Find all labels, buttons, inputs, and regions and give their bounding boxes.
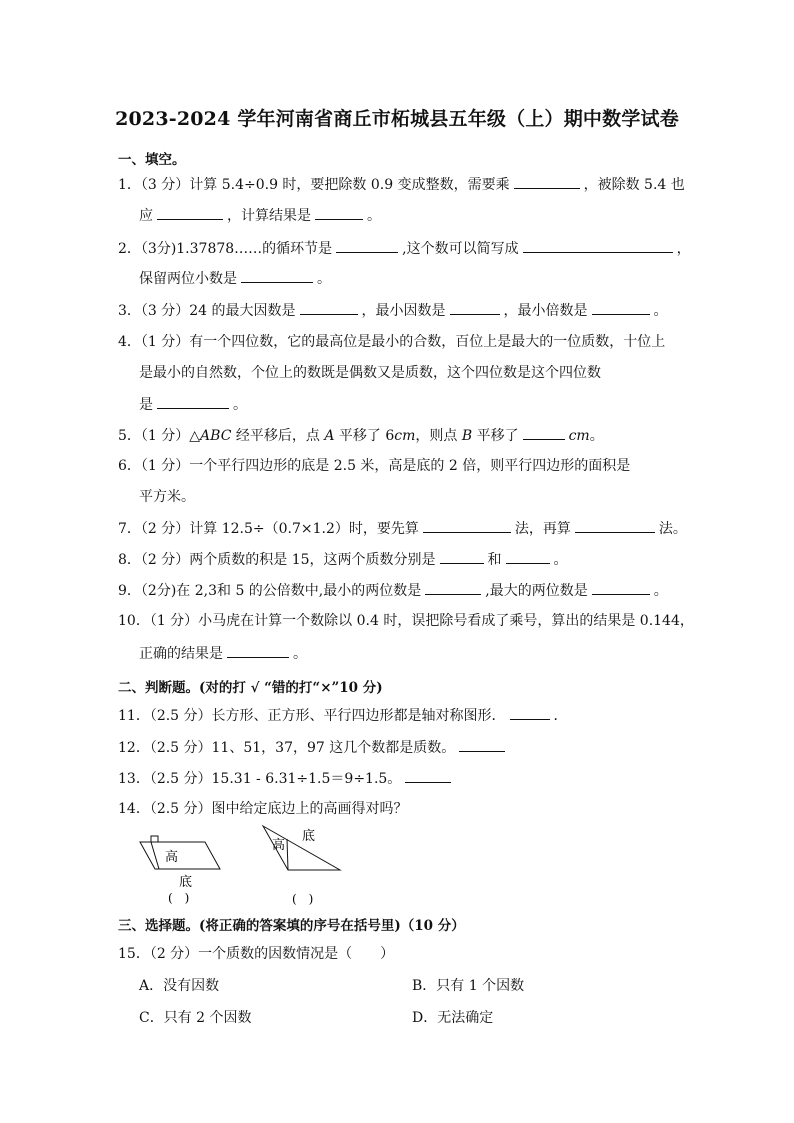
answer-blank[interactable] [592, 300, 650, 315]
answer-blank[interactable] [241, 268, 313, 283]
question-10-line-2: 正确的结果是 。 [139, 643, 307, 664]
question-4-line-2: 是最小的自然数，个位上的数既是偶数又是质数，这个四位数是这个四位数 [139, 365, 601, 381]
question-3: 3．（3 分）24 的最大因数是 ，最小因数是 ，最小倍数是 。 [118, 300, 668, 321]
question-11: 11．（2.5 分）长方形、正方形、平行四边形都是轴对称图形． ． [118, 705, 568, 726]
question-5: 5．（1 分）△ABC 经平移后，点 A 平移了 6cm，则点 B 平移了 cm。 [118, 425, 604, 446]
question-7: 7．（2 分）计算 12.5÷（0.7×1.2）时，要先算 法，再算 法。 [118, 518, 687, 539]
question-1-line-1: 1．（3 分）计算 5.4÷0.9 时，要把除数 0.9 变成整数，需要乘 ，被除数 5.4 也 [118, 174, 685, 195]
answer-blank[interactable] [514, 174, 580, 189]
question-4-line-1: 4．（1 分）有一个四位数，它的最高位是最小的合数，百位上是最大的一位质数，十位上 [118, 334, 666, 350]
question-9: 9．（2分)在 2,3和 5 的公倍数中,最小的两位数是 ,最大的两位数是 。 [118, 580, 668, 601]
option-c[interactable]: C．只有 2 个因数 [139, 1010, 252, 1026]
right-angle-mark [151, 836, 158, 842]
question-6-line-2: 平方米。 [139, 489, 195, 505]
answer-blank[interactable] [510, 705, 550, 720]
answer-blank[interactable] [227, 643, 289, 658]
answer-blank[interactable] [425, 580, 481, 595]
answer-blank[interactable] [592, 580, 650, 595]
question-13: 13．（2.5 分）15.31 - 6.31÷1.5＝9÷1.5。 [118, 768, 455, 789]
answer-blank[interactable] [157, 394, 229, 409]
answer-blank[interactable] [506, 549, 550, 564]
answer-blank[interactable] [523, 425, 565, 440]
option-a[interactable]: A．没有因数 [139, 978, 220, 994]
section-true-false: 二、判断题。(对的打 √ “错的打“×”10 分) [118, 680, 383, 696]
question-12: 12．（2.5 分）11、51，37，97 这几个数都是质数。 [118, 737, 509, 758]
question-15: 15．（2 分）一个质数的因数情况是（ ） [118, 946, 395, 962]
question-8: 8．（2 分）两个质数的积是 15，这两个质数分别是 和 。 [118, 549, 568, 570]
parallelogram-base-label: 底 [179, 875, 193, 890]
question-2-line-2: 保留两位小数是 。 [139, 268, 331, 289]
triangle-height-label: 高 [272, 838, 286, 853]
answer-parentheses-1[interactable]: ( ) [168, 891, 190, 905]
question-4-line-3: 是 。 [139, 394, 247, 415]
triangle-height-line [287, 839, 288, 870]
question-1-line-2: 应 ，计算结果是 。 [139, 205, 381, 226]
answer-blank[interactable] [336, 238, 398, 253]
section-fill-in: 一、填空。 [118, 152, 186, 168]
answer-blank[interactable] [300, 300, 358, 315]
option-d[interactable]: D．无法确定 [412, 1010, 494, 1026]
parallelogram-height-label: 高 [165, 850, 179, 865]
triangle-base-label: 底 [302, 829, 316, 844]
question-14-figures [130, 822, 360, 912]
answer-blank[interactable] [315, 205, 363, 220]
question-2-line-1: 2．（3分)1.37878……的循环节是 ,这个数可以简写成 ， [118, 238, 691, 259]
answer-blank[interactable] [440, 549, 484, 564]
answer-blank[interactable] [405, 768, 451, 783]
question-6-line-1: 6．（1 分）一个平行四边形的底是 2.5 米，高是底的 2 倍，则平行四边形的面积是 [118, 458, 631, 474]
section-multiple-choice: 三、选择题。(将正确的答案填的序号在括号里)（10 分） [118, 918, 465, 934]
answer-blank[interactable] [423, 518, 511, 533]
answer-blank[interactable] [459, 737, 505, 752]
option-b[interactable]: B．只有 1 个因数 [412, 978, 525, 994]
answer-blank[interactable] [157, 205, 223, 220]
answer-parentheses-2[interactable]: ( ) [292, 892, 314, 906]
question-14: 14．（2.5 分）图中给定底边上的高画得对吗？ [118, 801, 408, 817]
answer-blank[interactable] [523, 238, 673, 253]
question-10-line-1: 10．（1 分）小马虎在计算一个数除以 0.4 时，误把除号看成了乘号，算出的结果是 0.144， [118, 613, 694, 629]
answer-blank[interactable] [450, 300, 500, 315]
answer-blank[interactable] [575, 518, 655, 533]
page-title: 2023-2024 学年河南省商丘市柘城县五年级（上）期中数学试卷 [115, 108, 679, 130]
